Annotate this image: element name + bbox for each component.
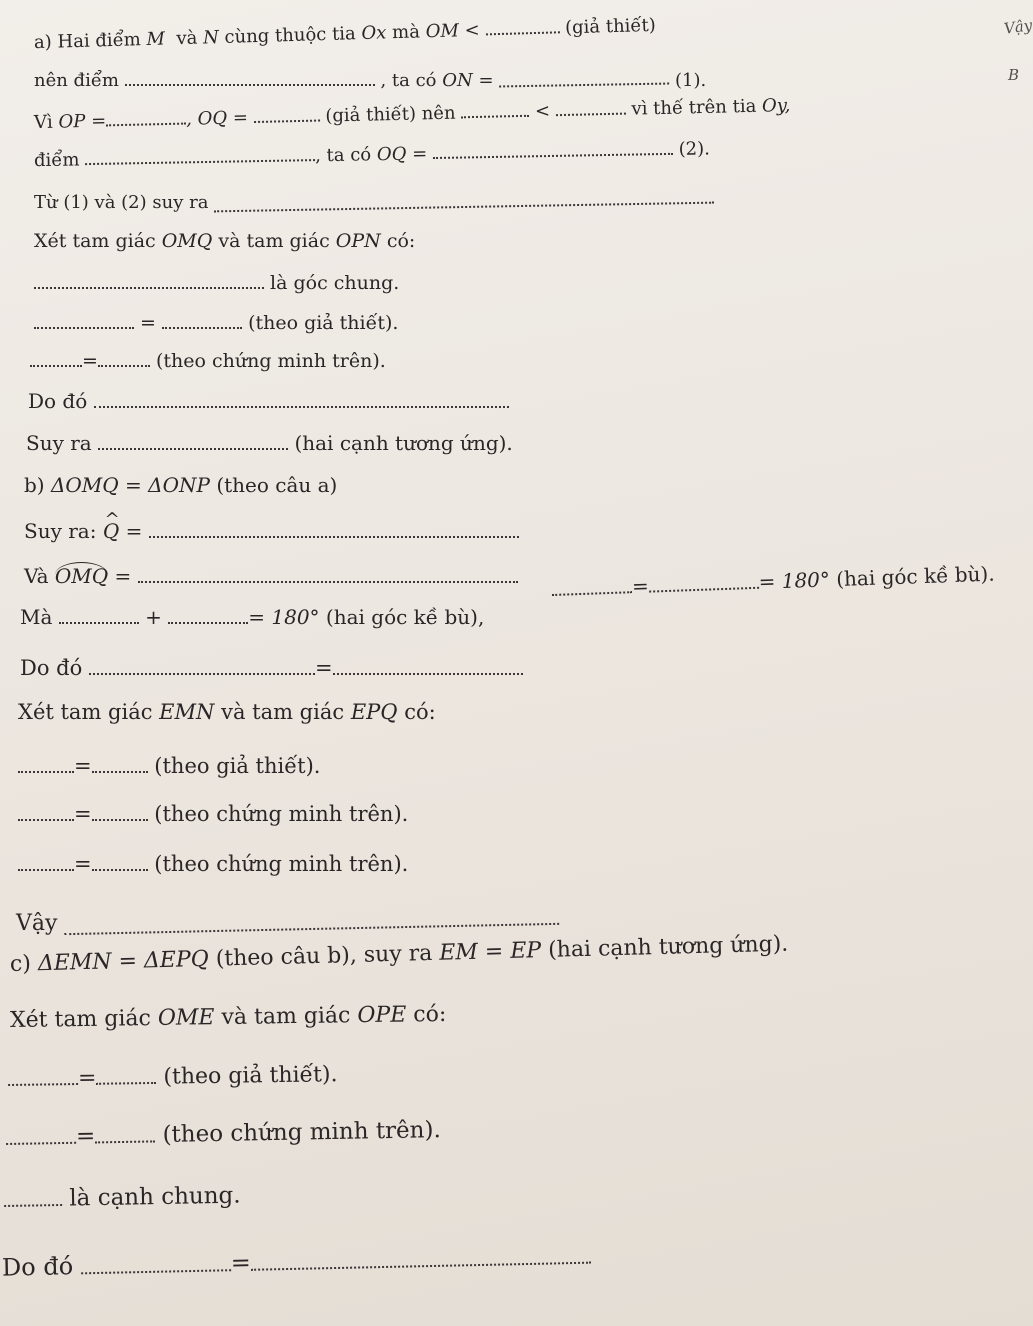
b7-blank2[interactable] (92, 752, 148, 773)
a4-blank1[interactable] (85, 143, 315, 165)
c-line-4 (6, 1114, 441, 1150)
a2-text1: nên điểm (34, 70, 119, 92)
a1-text4: mà (391, 21, 421, 44)
b1-text2: (theo câu a) (216, 473, 338, 497)
b-line-3 (24, 563, 518, 588)
b4-plus: + (145, 605, 162, 629)
c1-text1: c) (9, 951, 32, 977)
b9-text1: (theo chứng minh trên). (154, 851, 409, 876)
point-n: N (202, 27, 220, 49)
a4-text2: , ta có (314, 144, 372, 167)
ray-oy: Oy, (761, 95, 791, 117)
triangle-epq: EPQ (350, 700, 398, 724)
c2-text2: và tam giác (221, 1003, 351, 1031)
b4-blank3[interactable] (552, 573, 633, 596)
a5-text1: Từ (1) và (2) suy ra (34, 192, 209, 214)
a9-blank2[interactable] (98, 348, 150, 367)
a-line-8 (34, 310, 398, 334)
angle-q: ^ Q (103, 519, 119, 543)
a1-text1: a) Hai điểm (33, 29, 142, 54)
b6-text2: và tam giác (221, 700, 345, 724)
a3-blank2[interactable] (253, 104, 319, 124)
corner-text-top-right: Vậy (1002, 16, 1033, 38)
c1-expr: ΔEMN = ΔEPQ (37, 946, 210, 977)
a1-text5: (giả thiết) (564, 14, 657, 39)
a7-text1: là góc chung. (270, 272, 400, 295)
c3-blank1[interactable] (8, 1063, 78, 1086)
corner-text-b: B (1008, 66, 1020, 84)
b4-blank4[interactable] (648, 569, 759, 593)
c5-blank1[interactable] (4, 1183, 62, 1207)
c1-expr2: EM = EP (438, 938, 542, 966)
b4-text3: (hai góc kề bù). (835, 561, 995, 592)
a-line-3 (34, 93, 791, 133)
b-line-6 (18, 700, 436, 724)
b8-text1: (theo chứng minh trên). (154, 801, 409, 826)
triangle-emn: EMN (159, 700, 215, 724)
b7-blank1[interactable] (18, 752, 74, 773)
c-line-3 (8, 1059, 338, 1091)
a3-expr1: OP = (58, 110, 107, 133)
a1-expr: OM < (425, 19, 480, 43)
a4-text3: (2). (678, 138, 711, 160)
b4-blank1[interactable] (59, 604, 139, 624)
c-line-5 (4, 1180, 241, 1213)
b9-blank1[interactable] (18, 850, 74, 871)
a2-text2: , ta có (380, 70, 437, 92)
b-line-2 (24, 518, 519, 543)
b6-text3: có: (404, 700, 436, 724)
b10-text1: Vậy (16, 910, 58, 936)
a-line-2 (34, 68, 706, 91)
ray-ox: Ox (361, 22, 387, 45)
b7-text1: (theo giả thiết). (154, 753, 321, 778)
b-line-4-right (552, 561, 995, 601)
a10-text1: Do đó (28, 389, 88, 413)
a-line-7 (34, 270, 399, 294)
b4-expr2: = 180° (758, 567, 831, 594)
c3-eq: = (77, 1065, 97, 1091)
a3-lt: < (534, 100, 551, 122)
c1-text2: (theo câu b), suy ra (215, 940, 433, 972)
a3-text1: Vì (33, 111, 54, 134)
c6-text1: Do đó (1, 1252, 74, 1282)
triangle-opn: OPN (335, 230, 381, 252)
a3-blank4[interactable] (556, 97, 626, 117)
a8-text1: (theo giả thiết). (248, 312, 399, 335)
a4-text1: điểm (33, 149, 80, 172)
c4-eq: = (75, 1123, 96, 1150)
a6-text1: Xét tam giác (34, 230, 156, 252)
c2-text3: có: (413, 1001, 447, 1028)
b4-expr1: = 180° (248, 605, 320, 629)
c1-text3: (hai cạnh tương ứng). (547, 931, 789, 963)
b4-text1: Mà (20, 605, 53, 629)
b3-text1: Và (24, 564, 49, 588)
a3-blank1[interactable] (106, 107, 186, 127)
c6-blank1[interactable] (80, 1247, 230, 1274)
b3-eq: = (114, 564, 132, 588)
a3-text2: (giả thiết) nên (325, 102, 456, 127)
c-line-6 (2, 1240, 591, 1282)
a2-expr: ON = (442, 70, 494, 92)
c-line-1 (10, 932, 789, 977)
a-line-10 (28, 388, 509, 413)
c3-text1: (theo giả thiết). (163, 1062, 338, 1090)
c4-text1: (theo chứng minh trên). (162, 1117, 441, 1148)
a11-text1: Suy ra (26, 431, 92, 455)
c6-blank2[interactable] (251, 1240, 591, 1271)
a3-blank3[interactable] (461, 99, 529, 119)
b9-eq: = (74, 851, 92, 876)
b-line-10 (16, 908, 559, 936)
c6-eq: = (230, 1248, 252, 1277)
b4-eq: = (631, 573, 650, 599)
b2-eq: = (125, 519, 143, 543)
b-line-4 (20, 604, 484, 629)
b5-blank2[interactable] (333, 654, 523, 675)
c-line-2 (10, 1002, 447, 1033)
b10-blank[interactable] (64, 903, 559, 935)
a9-blank1[interactable] (30, 348, 82, 367)
c4-blank1[interactable] (6, 1121, 76, 1145)
a-line-5 (34, 190, 714, 213)
a-line-11 (26, 430, 513, 455)
a11-blank[interactable] (98, 430, 288, 450)
a9-eq: = (82, 350, 98, 373)
point-m: M (146, 28, 166, 51)
a11-text2: (hai cạnh tương ứng). (294, 431, 513, 455)
b8-blank1[interactable] (18, 800, 74, 821)
a7-blank[interactable] (34, 270, 264, 289)
b4-text2: (hai góc kề bù), (325, 605, 485, 629)
c3-blank2[interactable] (96, 1062, 156, 1085)
a4-expr: OQ = (376, 143, 428, 166)
a1-text2: và (176, 27, 198, 50)
a3-text3: vì thế trên tia (631, 95, 757, 120)
a1-blank[interactable] (485, 15, 559, 35)
b4-blank2[interactable] (168, 604, 248, 624)
a5-blank[interactable] (214, 186, 714, 213)
b3-blank[interactable] (138, 563, 518, 583)
b5-text1: Do đó (20, 655, 83, 680)
a6-text2: và tam giác (218, 230, 330, 252)
b8-blank2[interactable] (92, 800, 148, 821)
b-line-7 (18, 752, 320, 778)
b8-eq: = (74, 801, 92, 826)
b7-eq: = (74, 753, 92, 778)
a4-blank2[interactable] (433, 137, 673, 159)
a8-eq: = (140, 312, 156, 335)
a6-text3: có: (386, 230, 416, 252)
a-line-4 (34, 136, 710, 171)
a-line-1 (34, 13, 656, 54)
a10-blank[interactable] (94, 388, 509, 408)
a3-expr2: , OQ = (185, 107, 249, 130)
triangle-ome: OME (157, 1005, 215, 1031)
a8-blank1[interactable] (34, 310, 134, 329)
b5-blank1[interactable] (89, 654, 315, 675)
b-line-5 (20, 654, 523, 680)
a-line-9 (30, 348, 386, 372)
c4-blank2[interactable] (95, 1119, 155, 1143)
b-line-9 (18, 850, 408, 876)
a9-text1: (theo chứng minh trên). (155, 350, 386, 373)
a8-blank2[interactable] (162, 310, 242, 329)
triangle-ope: OPE (357, 1002, 407, 1029)
a2-blank2[interactable] (499, 67, 669, 88)
b2-text1: Suy ra: (24, 519, 97, 543)
c5-text1: là cạnh chung. (69, 1182, 241, 1212)
a-line-6 (34, 230, 415, 252)
b2-blank[interactable] (149, 518, 519, 538)
triangle-omq: OMQ (161, 230, 213, 252)
a1-text3: cùng thuộc tia (224, 23, 357, 48)
b-line-1 (24, 473, 337, 497)
a2-text3: (1). (675, 70, 707, 92)
b1-expr: ΔOMQ = ΔONP (50, 473, 210, 497)
b5-eq: = (314, 655, 333, 680)
b6-text1: Xét tam giác (18, 700, 153, 724)
c2-text1: Xét tam giác (9, 1006, 152, 1033)
b-line-8 (18, 800, 408, 826)
angle-omq: OMQ (54, 564, 109, 588)
b9-blank2[interactable] (92, 850, 148, 871)
b1-text1: b) (24, 473, 45, 497)
a2-blank1[interactable] (125, 68, 375, 86)
